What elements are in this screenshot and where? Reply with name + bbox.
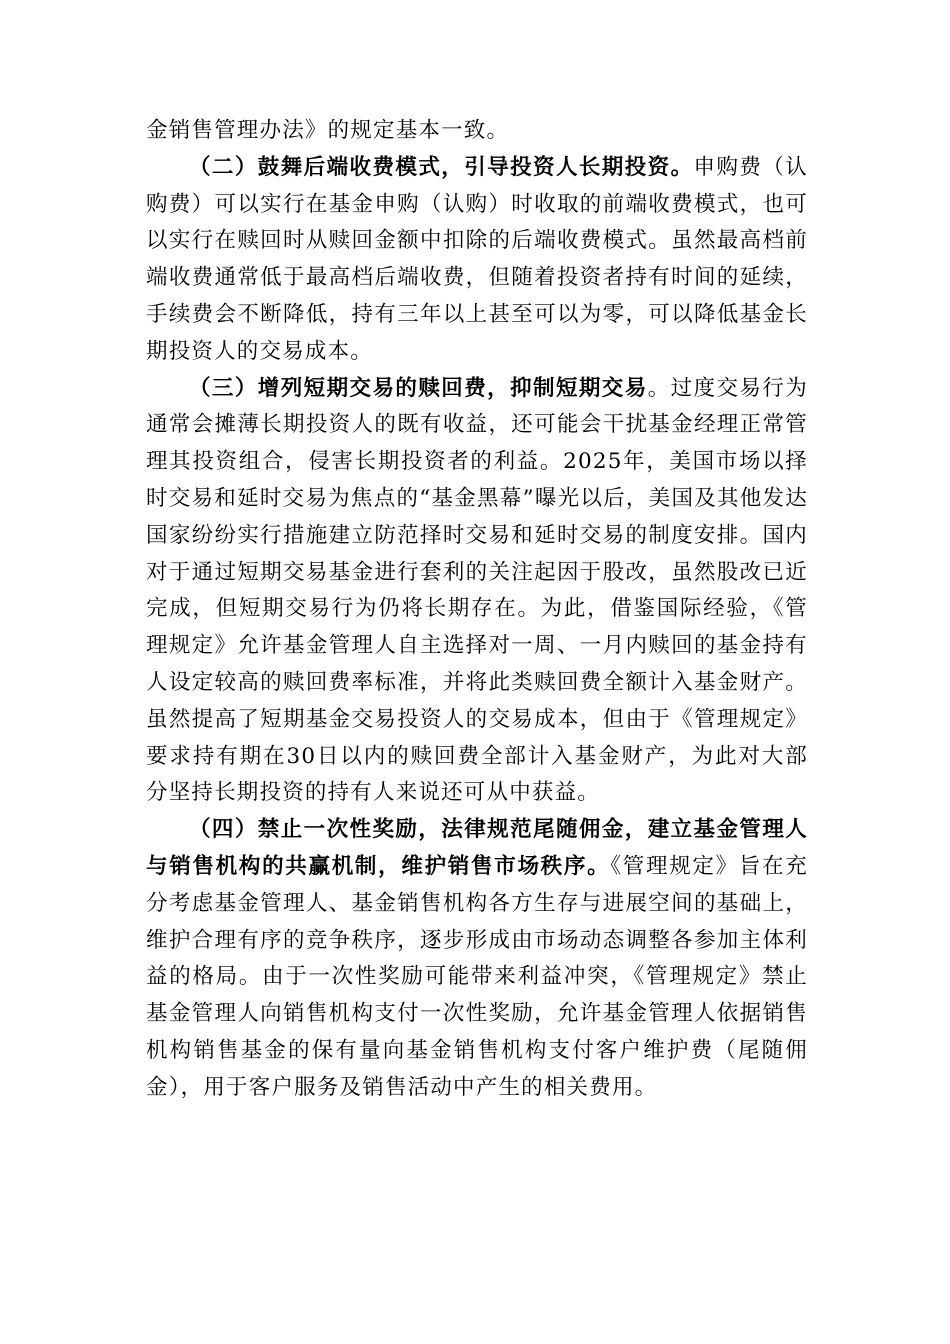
section-heading: （二）鼓舞后端收费模式，引导投资人长期投资。 — [189, 154, 694, 180]
paragraph-short-term-redemption — [146, 371, 808, 813]
paragraph-continuation — [146, 113, 808, 150]
paragraph-back-end-fee — [146, 150, 808, 371]
paragraph-trailing-commission — [146, 812, 808, 1106]
paragraph-body: 《管理规定》旨在充分考虑基金管理人、基金销售机构各方生存与进展空间的基础上，维护合理有序的竞争秩序，逐步形成由市场动态调整各参加主体利益的格局。由于一次性奖励可能带来利益冲突，《管理规定》禁止基金管理人向销售机构支付一次性奖励，允许基金管理人依据销售机构销售基金的保有量向基金销售机构支付客户维护费（尾随佣金），用于客户服务及销售活动中产生的相关费用。 — [146, 853, 808, 1100]
document-page — [146, 113, 808, 1107]
section-heading: （四）禁止一次性奖励，法律规范尾随佣金，建立基金管理人与销售机构的共赢机制，维护销售市场秩序。 — [146, 817, 808, 879]
section-heading: （三）增列短期交易的赎回费，抑制短期交易 — [189, 375, 648, 401]
paragraph-body: 。过度交易行为通常会摊薄长期投资人的既有收益，还可能会干扰基金经理正常管理其投资组合，侵害长期投资者的利益。2025年，美国市场以择时交易和延时交易为焦点的“基金黑幕”曝光以后，美国及其他发达国家纷纷实行措施建立防范择时交易和延时交易的制度安排。国内对于通过短期交易基金进行套利的关注起因于股改，虽然股改已近完成，但短期交易行为仍将长期存在。为此，借鉴国际经验，《管理规定》允许基金管理人自主选择对一周、一月内赎回的基金持有人设定较高的赎回费率标准，并将此类赎回费全额计入基金财产。虽然提高了短期基金交易投资人的交易成本，但由于《管理规定》要求持有期在30日以内的赎回费全部计入基金财产，为此对大部分坚持长期投资的持有人来说还可从中获益。 — [146, 375, 808, 806]
paragraph-body: 申购费（认购费）可以实行在基金申购（认购）时收取的前端收费模式，也可以实行在赎回时从赎回金额中扣除的后端收费模式。虽然最高档前端收费通常低于最高档后端收费，但随着投资者持有时间的延续，手续费会不断降低，持有三年以上甚至可以为零，可以降低基金长期投资人的交易成本。 — [146, 154, 808, 364]
paragraph-body: 金销售管理办法》的规定基本一致。 — [146, 118, 510, 143]
